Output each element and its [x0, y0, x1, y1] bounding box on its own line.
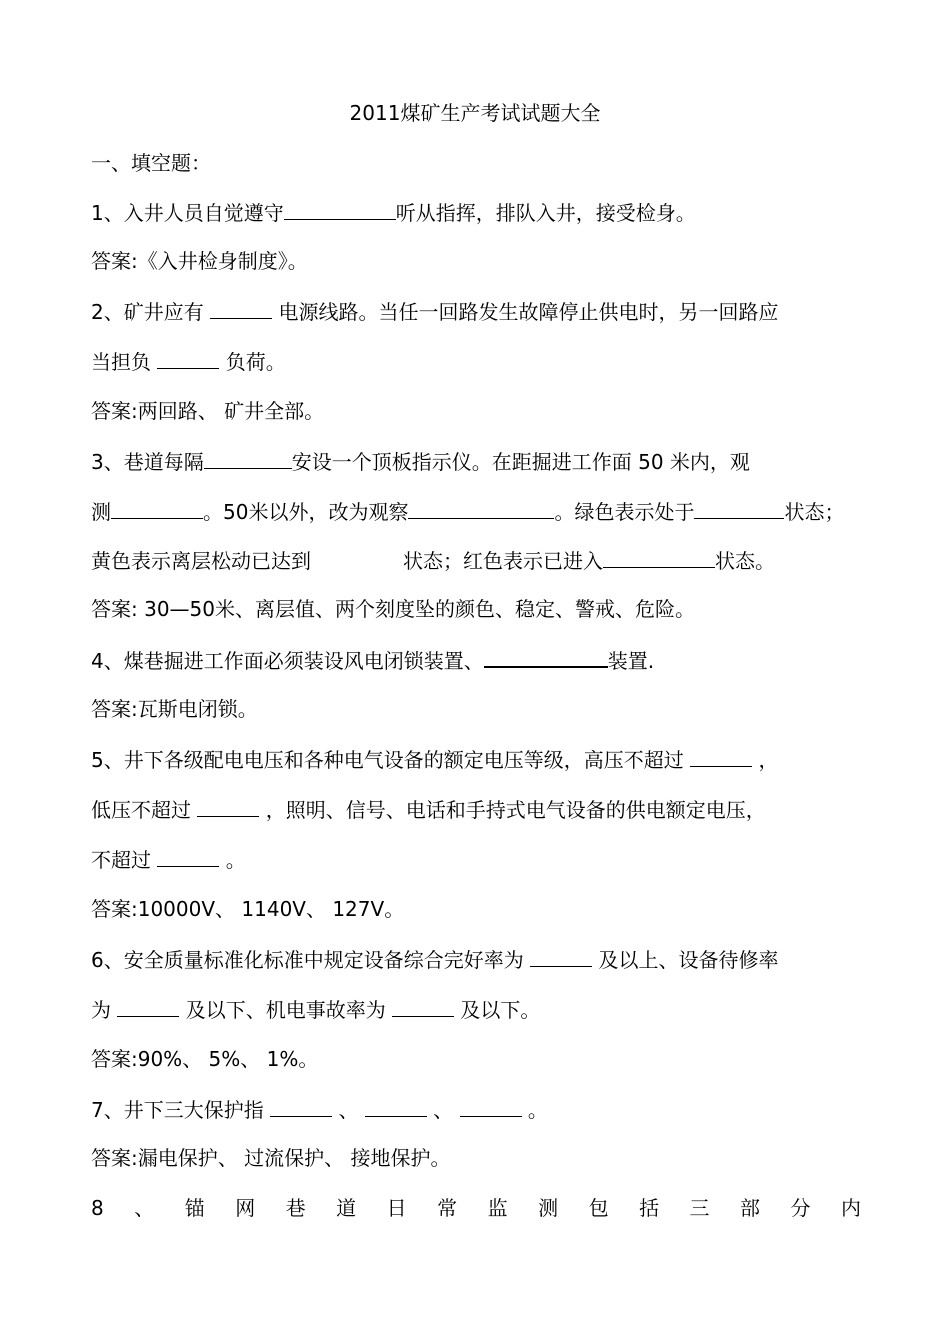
q8-char: 网 [235, 1196, 256, 1220]
q7-text-d: 。 [521, 1098, 548, 1122]
q3-text-a: 3、巷道每隔 [91, 450, 204, 474]
question-2-line-2 [91, 348, 286, 375]
q5-text-d: ，照明、信号、电话和手持式电气设备的供电额定电压， [259, 798, 766, 822]
q5-blank-2 [197, 796, 259, 817]
q8-char: 常 [437, 1196, 458, 1220]
q8-char: 包 [588, 1196, 609, 1220]
answer-3: 答案: 30—50米、离层值、两个刻度坠的颜色、稳定、警戒、危险。 [91, 597, 695, 621]
question-3-line-3 [91, 547, 775, 574]
q6-text-e: 及以下。 [454, 998, 541, 1022]
q2-text-d: 负荷。 [219, 350, 286, 374]
q7-blank-3 [460, 1096, 522, 1117]
answer-1: 答案:《入井检身制度》。 [91, 249, 308, 273]
question-3-line-2 [91, 498, 844, 525]
q3-text-d: 。50米以外，改为观察 [203, 500, 409, 524]
q8-char: 巷 [285, 1196, 306, 1220]
q3-text-b: 安设一个顶板指示仪。在距掘进工作面 50 米内，观 [291, 450, 750, 474]
q6-text-b: 及以上、设备待修率 [592, 948, 779, 972]
answer-2: 答案:两回路、 矿井全部。 [91, 399, 325, 423]
q8-char: 测 [538, 1196, 559, 1220]
q8-char: 三 [689, 1196, 710, 1220]
q6-text-a: 6、安全质量标准化标准中规定设备综合完好率为 [91, 948, 531, 972]
question-3-line-1 [91, 448, 750, 475]
question-6-line-1 [91, 946, 778, 973]
q1-text-a: 1、入井人员自觉遵守 [91, 201, 284, 225]
q3-text-f: 状态； [784, 500, 845, 524]
question-1 [91, 199, 696, 226]
q7-blank-2 [365, 1096, 427, 1117]
q5-text-f: 。 [219, 848, 246, 872]
q5-blank-1 [690, 746, 752, 767]
q3-text-e: 。绿色表示处于 [554, 500, 695, 524]
q1-blank [284, 199, 396, 220]
q8-char: 监 [487, 1196, 508, 1220]
q2-blank-1 [210, 298, 272, 319]
q6-text-d: 及以下、机电事故率为 [179, 998, 393, 1022]
q4-blank [484, 646, 608, 668]
answer-5: 答案:10000V、 1140V、 127V。 [91, 897, 405, 921]
q4-text-a: 4、煤巷掘进工作面必须装设风电闭锁装置、 [91, 649, 484, 673]
q7-text-b: 、 [332, 1098, 365, 1122]
question-8 [91, 1195, 861, 1221]
q5-text-c: 低压不超过 [91, 798, 198, 822]
answer-7: 答案:漏电保护、 过流保护、 接地保护。 [91, 1146, 451, 1170]
q6-blank-2 [117, 996, 179, 1017]
q7-blank-1 [270, 1096, 332, 1117]
section-heading: 一、填空题： [91, 151, 211, 175]
question-5-line-1 [91, 746, 778, 773]
question-6-line-2 [91, 996, 540, 1023]
q5-text-b: ， [752, 748, 779, 772]
q8-char: 日 [386, 1196, 407, 1220]
q8-char: 内 [841, 1196, 861, 1220]
q1-text-b: 听从指挥，排队入井，接受检身。 [395, 201, 696, 225]
q3-blank-5 [603, 547, 715, 568]
q2-blank-2 [157, 348, 219, 369]
question-2-line-1 [91, 298, 778, 325]
q3-text-h: 状态；红色表示已进入 [403, 549, 603, 573]
q8-char: 、 [134, 1196, 155, 1220]
question-5-line-3 [91, 846, 246, 873]
question-7 [91, 1096, 548, 1123]
q3-text-c: 测 [91, 500, 111, 524]
q2-text-a: 2、矿井应有 [91, 300, 211, 324]
q3-blank-2 [111, 498, 203, 519]
q5-blank-3 [157, 846, 219, 867]
q8-char: 分 [790, 1196, 811, 1220]
q6-blank-3 [392, 996, 454, 1017]
q6-text-c: 为 [91, 998, 118, 1022]
question-5-line-2 [91, 796, 766, 823]
answer-6: 答案:90%、 5%、 1%。 [91, 1047, 319, 1071]
q8-char: 8 [91, 1196, 104, 1220]
q3-blank-3 [408, 498, 554, 519]
q8-char: 道 [336, 1196, 357, 1220]
q5-text-a: 5、井下各级配电电压和各种电气设备的额定电压等级，高压不超过 [91, 748, 691, 772]
q3-text-i: 状态。 [715, 549, 775, 573]
q8-char: 锚 [184, 1196, 205, 1220]
q5-text-e: 不超过 [91, 848, 158, 872]
q4-text-b: 装置. [607, 649, 655, 673]
q2-text-c: 当担负 [91, 350, 158, 374]
q3-blank-4 [694, 498, 784, 519]
question-4 [91, 646, 654, 674]
q3-text-g: 黄色表示离层松动已达到 [91, 549, 311, 573]
q2-text-b: 电源线路。当任一回路发生故障停止供电时，另一回路应 [272, 300, 779, 324]
q8-char: 括 [639, 1196, 660, 1220]
q8-char: 部 [740, 1196, 761, 1220]
q7-text-c: 、 [426, 1098, 460, 1122]
q7-text-a: 7、井下三大保护指 [91, 1098, 271, 1122]
answer-4: 答案:瓦斯电闭锁。 [91, 697, 258, 721]
q3-blank-1 [204, 448, 292, 469]
q6-blank-1 [530, 946, 592, 967]
page-title: 2011煤矿生产考试试题大全 [349, 101, 601, 125]
